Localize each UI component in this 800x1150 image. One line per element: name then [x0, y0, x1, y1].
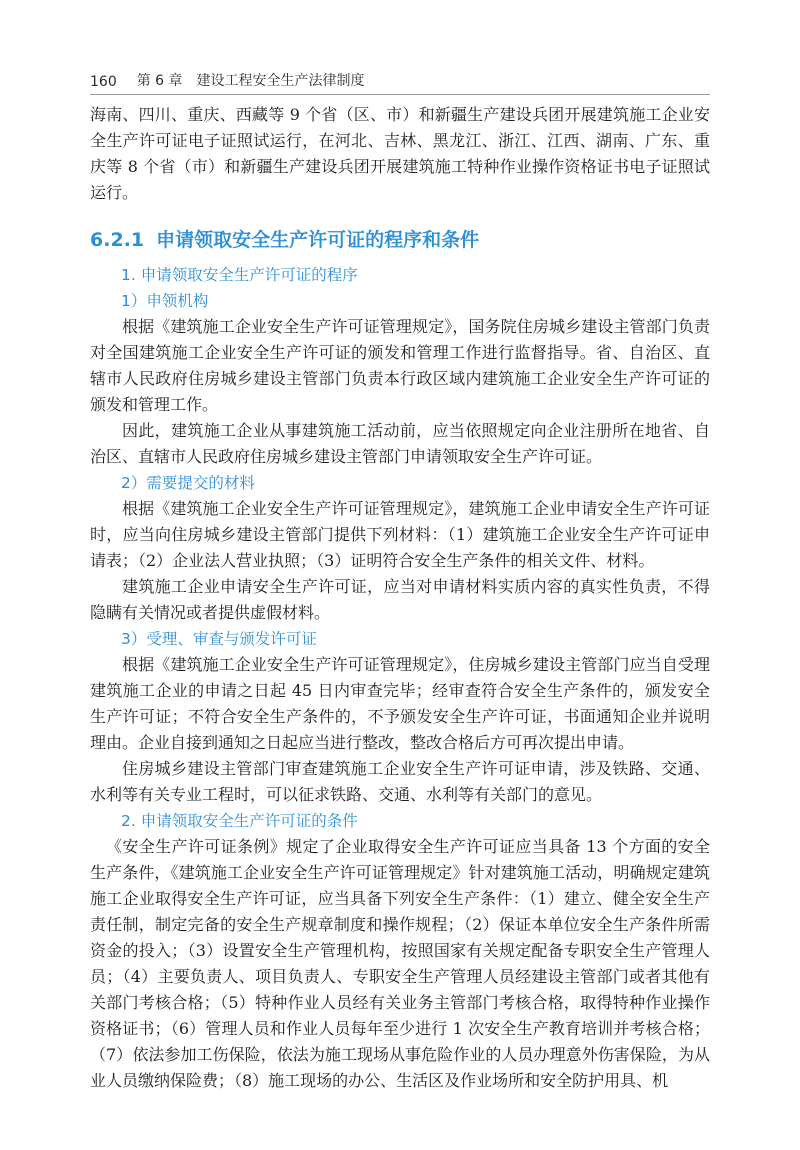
- paragraph-authority: 根据《建筑施工企业安全生产许可证管理规定》，国务院住房城乡建设主管部门负责对全国建筑施工企业安全生产许可证的颁发和管理工作进行监督指导。省、自治区、直辖市人民政府住房城乡建设主管部门负责本行政区域内建筑施工企业安全生产许可证的颁发和管理工作。: [90, 317, 710, 414]
- section-heading: [90, 226, 710, 254]
- subheading-conditions: 2. 申请领取安全生产许可证的条件: [121, 812, 358, 830]
- subheading-review: 3）受理、审查与颁发许可证: [121, 630, 317, 648]
- paragraph-review: 根据《建筑施工企业安全生产许可证管理规定》，住房城乡建设主管部门应当自受理建筑施工企业的申请之日起 45 日内审查完毕；经审查符合安全生产条件的，颁发安全生产许可证；不符合安全生产条件的，不予颁发安全生产许可证，书面通知企业并说明理由。企业自接到通知之日起应当进行整改，整改合格后方可再次提出申请。: [90, 655, 710, 752]
- subheading-materials: 2）需要提交的材料: [121, 474, 255, 492]
- section-number: 6.2.1: [90, 229, 145, 251]
- page-number: 160: [90, 74, 117, 90]
- section-title: 申请领取安全生产许可证的程序和条件: [156, 229, 480, 251]
- paragraph-consult: 住房城乡建设主管部门审查建筑施工企业安全生产许可证申请，涉及铁路、交通、水利等有关专业工程时，可以征求铁路、交通、水利等有关部门的意见。: [90, 759, 710, 804]
- subheading-procedure: 1. 申请领取安全生产许可证的程序: [121, 266, 358, 284]
- header-rule: [90, 94, 710, 95]
- paragraph-materials: 根据《建筑施工企业安全生产许可证管理规定》，建筑施工企业申请安全生产许可证时，应当向住房城乡建设主管部门提供下列材料：（1）建筑施工企业安全生产许可证申请表；（2）企业法人营业执照；（3）证明符合安全生产条件的相关文件、材料。: [90, 499, 710, 570]
- running-header: [90, 68, 710, 90]
- subheading-authority: 1）申领机构: [121, 292, 209, 310]
- page-body: [90, 102, 710, 1094]
- chapter-number: 第 6 章: [136, 73, 183, 89]
- paragraph-therefore: 因此，建筑施工企业从事建筑施工活动前，应当依照规定向企业注册所在地省、自治区、直辖市人民政府住房城乡建设主管部门申请领取安全生产许可证。: [90, 421, 710, 466]
- chapter-title: 建设工程安全生产法律制度: [196, 73, 365, 89]
- paragraph-truthfulness: 建筑施工企业申请安全生产许可证，应当对申请材料实质内容的真实性负责，不得隐瞒有关情况或者提供虚假材料。: [90, 577, 710, 622]
- intro-paragraph: 海南、四川、重庆、西藏等 9 个省（区、市）和新疆生产建设兵团开展建筑施工企业安全生产许可证电子证照试运行，在河北、吉林、黑龙江、浙江、江西、湖南、广东、重庆等 8 个省（市）和新疆生产建设兵团开展建筑施工特种作业操作资格证书电子证照试运行。: [90, 105, 710, 202]
- paragraph-conditions: 《安全生产许可证条例》规定了企业取得安全生产许可证应当具备 13 个方面的安全生产条件，《建筑施工企业安全生产许可证管理规定》针对建筑施工活动，明确规定建筑施工企业取得安全生产许可证，应当具备下列安全生产条件：（1）建立、健全安全生产责任制，制定完备的安全生产规章制度和操作规程；（2）保证本单位安全生产条件所需资金的投入；（3）设置安全生产管理机构，按照国家有关规定配备专职安全生产管理人员；（4）主要负责人、项目负责人、专职安全生产管理人员经建设主管部门或者其他有关部门考核合格；（5）特种作业人员经有关业务主管部门考核合格，取得特种作业操作资格证书；（6）管理人员和作业人员每年至少进行 1 次安全生产教育培训并考核合格；（7）依法参加工伤保险，依法为施工现场从事危险作业的人员办理意外伤害保险，为从业人员缴纳保险费；（8）施工现场的办公、生活区及作业场所和安全防护用具、机: [90, 837, 710, 1090]
